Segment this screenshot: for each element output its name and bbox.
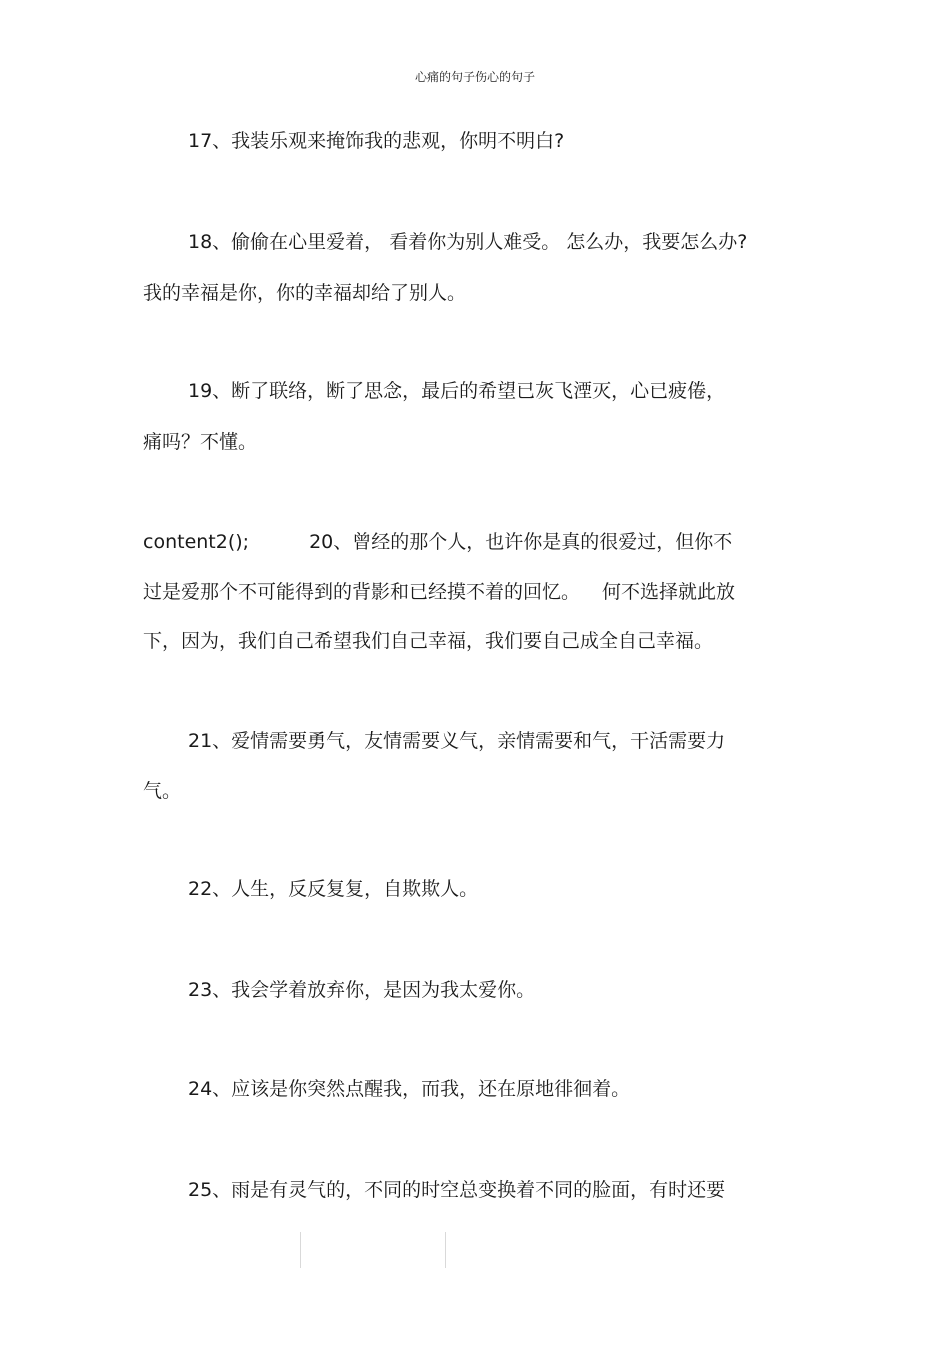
paragraph-20-text-2a: 过是爱那个不可能得到的背影和已经摸不着的回忆。 [143, 581, 581, 603]
footer-divider-left [300, 1232, 301, 1268]
paragraph-20-line-1 [143, 530, 732, 554]
footer-divider-right [445, 1232, 446, 1268]
paragraph-23-line-1: 23、我会学着放弃你，是因为我太爱你。 [188, 979, 536, 1001]
paragraph-24-line-1: 24、应该是你突然点醒我，而我，还在原地徘徊着。 [188, 1078, 631, 1100]
paragraph-20-line-3: 下，因为，我们自己希望我们自己幸福，我们要自己成全自己幸福。 [143, 630, 714, 652]
paragraph-25-line-1: 25、雨是有灵气的，不同的时空总变换着不同的脸面，有时还要 [188, 1179, 726, 1201]
paragraph-20-text-1: 20、曾经的那个人，也许你是真的很爱过，但你不 [309, 531, 733, 553]
paragraph-20-text-2b: 何不选择就此放 [602, 581, 736, 603]
paragraph-21-line-1: 21、爱情需要勇气，友情需要义气，亲情需要和气，干活需要力 [188, 730, 726, 752]
paragraph-19-line-2: 痛吗？不懂。 [143, 431, 258, 453]
paragraph-21-line-2: 气。 [143, 780, 182, 802]
paragraph-18-line-1: 18、偷偷在心里爱着， 看着你为别人难受。 怎么办，我要怎么办? [188, 231, 748, 253]
paragraph-17-line-1: 17、我装乐观来掩饰我的悲观，你明不明白? [188, 130, 565, 152]
paragraph-20-line-2 [143, 580, 735, 604]
page-header: 心痛的句子伤心的句子 [414, 70, 535, 84]
paragraph-18-line-2: 我的幸福是你，你的幸福却给了别人。 [143, 282, 467, 304]
paragraph-19-line-1: 19、断了联络，断了思念，最后的希望已灰飞湮灭，心已疲倦， [188, 380, 726, 402]
paragraph-22-line-1: 22、人生，反反复复，自欺欺人。 [188, 878, 479, 900]
code-fragment: content2(); [143, 531, 250, 553]
